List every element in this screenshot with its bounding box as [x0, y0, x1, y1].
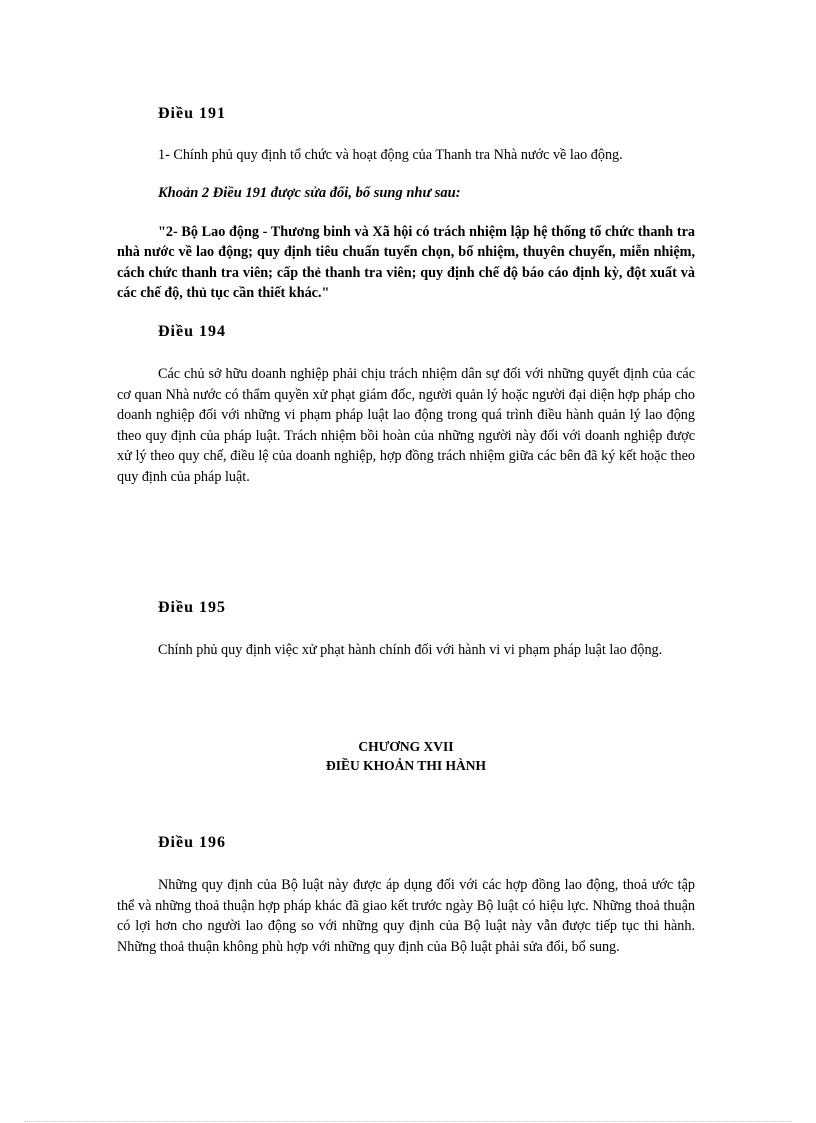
chapter-name: ĐIỀU KHOẢN THI HÀNH — [326, 758, 486, 773]
article-195-title: Điều 195 — [158, 599, 226, 616]
article-191-clause-2: "2- Bộ Lao động - Thương binh và Xã hội có trách nhiệm lập hệ thống tổ chức thanh tra nhà nước về lao động; quy định tiêu chuẩn tuyển chọn, bổ nhiệm, thuyên chuyển, miễn nhiệm, cách chức thanh tra viên; cấp thẻ thanh tra viên; quy định chế độ báo cáo định kỳ, đột xuất và các chế độ, thủ tục cần thiết khác." — [117, 224, 695, 301]
article-191-title: Điều 191 — [158, 105, 226, 122]
article-196-title: Điều 196 — [158, 834, 226, 851]
article-191-clause-1: 1- Chính phủ quy định tổ chức và hoạt động của Thanh tra Nhà nước về lao động. — [158, 147, 623, 163]
article-196-body: Những quy định của Bộ luật này được áp dụng đối với các hợp đồng lao động, thoả ước tập thể và những thoả thuận hợp pháp khác đã giao kết trước ngày Bộ luật có hiệu lực. Những thoả thuận có lợi hơn cho người lao động so với những quy định của Bộ luật này vẫn được tiếp tục thi hành. Những thoả thuận không phù hợp với những quy định của Bộ luật phải sửa đổi, bổ sung. — [117, 877, 695, 955]
chapter-number: CHƯƠNG XVII — [358, 739, 454, 754]
article-191-amendment-note: Khoản 2 Điều 191 được sửa đổi, bổ sung như sau: — [158, 185, 461, 201]
page-bottom-divider — [24, 1121, 792, 1122]
article-194-body: Các chủ sở hữu doanh nghiệp phải chịu trách nhiệm dân sự đối với những quyết định của các cơ quan Nhà nước có thẩm quyền xử phạt giám đốc, người quản lý hoặc người đại diện hợp pháp cho doanh nghiệp đối với những vi phạm pháp luật lao động trong quá trình điều hành quản lý lao động theo quy định của pháp luật. Trách nhiệm bồi hoàn của những người này đối với doanh nghiệp được xử lý theo quy chế, điều lệ của doanh nghiệp, hợp đồng trách nhiệm giữa các bên đã ký kết hoặc theo quy định của pháp luật. — [117, 366, 695, 485]
article-195-body: Chính phủ quy định việc xử phạt hành chính đối với hành vi vi phạm pháp luật lao động. — [158, 642, 663, 658]
article-194-title: Điều 194 — [158, 323, 226, 340]
